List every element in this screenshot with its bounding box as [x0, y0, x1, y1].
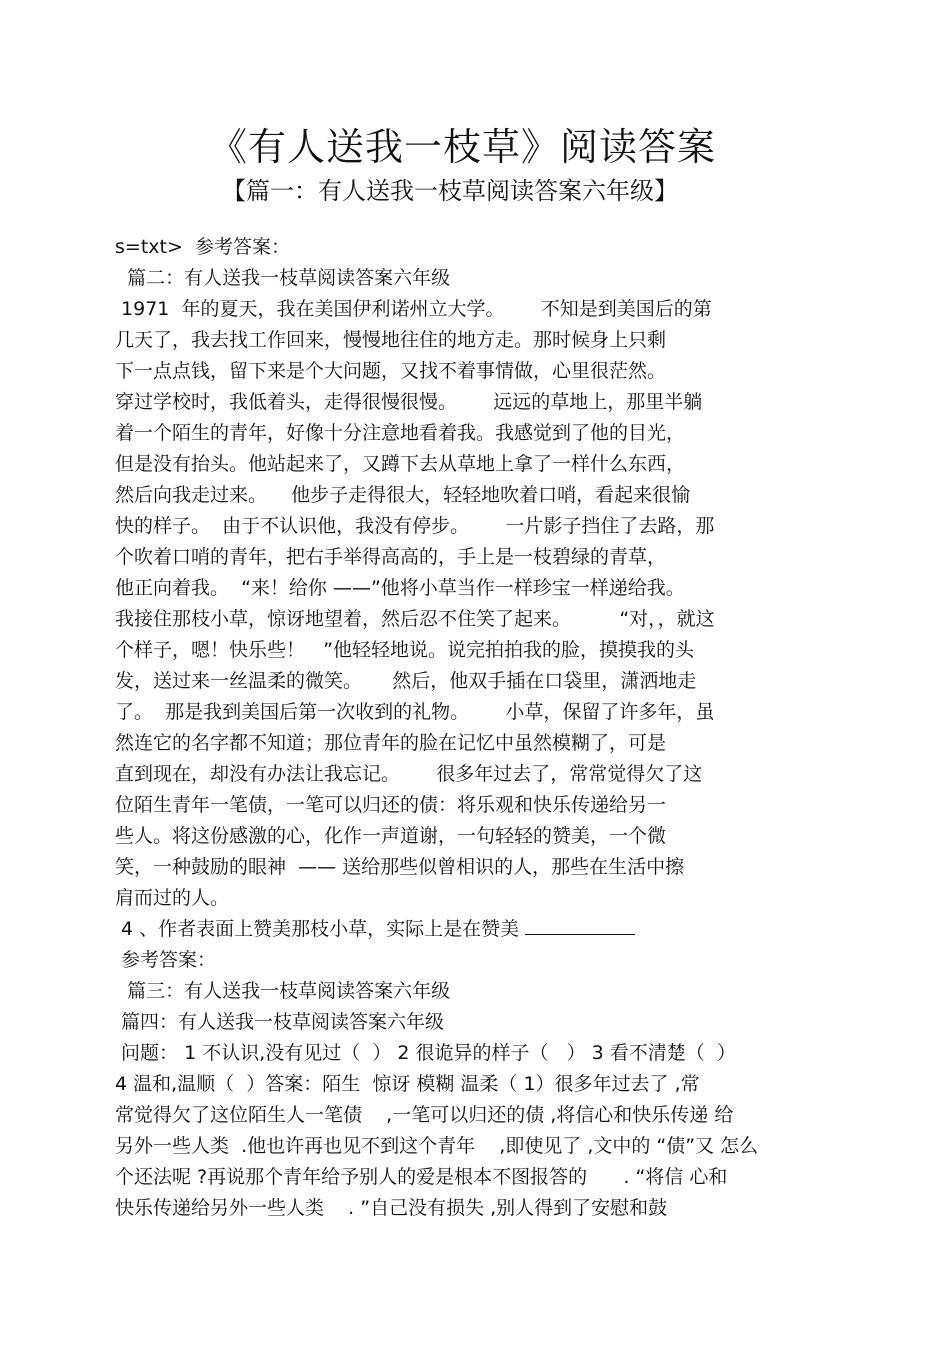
text-line [115, 883, 855, 914]
text-line-content: 快乐传递给另外一些人类 . ”自己没有损失 ,别人得到了安慰和鼓 [115, 1197, 668, 1219]
text-line-content: 个样子，嗯！快乐些！ ”他轻轻地说。说完拍拍我的脸，摸摸我的头 [115, 639, 694, 661]
text-line-content: 问题： 1 不认识,没有见过（ ） 2 很诡异的样子（ ） 3 看不清楚（ ） [115, 1042, 736, 1064]
text-line-content: 然连它的名字都不知道；那位青年的脸在记忆中虽然模糊了，可是 [115, 732, 667, 754]
text-line [115, 821, 855, 852]
text-line [115, 263, 855, 294]
text-line-content: 个吹着口哨的青年，把右手举得高高的，手上是一枝碧绿的青草， [115, 546, 667, 568]
text-line-content: 篇三：有人送我一枝草阅读答案六年级 [115, 980, 451, 1002]
text-line-content: 常觉得欠了这位陌生人一笔债 ,一笔可以归还的债 ,将信心和快乐传递 给 [115, 1104, 734, 1126]
text-line-content: 些人。将这份感激的心，化作一声道谢，一句轻轻的赞美，一个微 [115, 825, 667, 847]
text-line-content: 下一点点钱，留下来是个大问题，又找不着事情做，心里很茫然。 [115, 360, 667, 382]
text-line-content: 了。 那是我到美国后第一次收到的礼物。 小草，保留了许多年，虽 [115, 701, 715, 723]
text-line [115, 976, 855, 1007]
text-line [115, 480, 855, 511]
text-line [115, 232, 855, 263]
text-line [115, 511, 855, 542]
text-line-content: 穿过学校时，我低着头，走得很慢很慢。 远远的草地上，那里半躺 [115, 391, 703, 413]
answer-blank [525, 914, 635, 935]
text-line [115, 1162, 855, 1193]
text-line-content: 个还法呢 ?再说那个青年给予别人的爱是根本不图报答的 . “将信 心和 [115, 1166, 728, 1188]
text-line [115, 294, 855, 325]
text-line [115, 666, 855, 697]
text-line-content: 1971 年的夏天，我在美国伊利诺州立大学。 不知是到美国后的第 [115, 298, 712, 320]
text-line [115, 1038, 855, 1069]
text-line [115, 325, 855, 356]
text-line [115, 1193, 855, 1224]
text-line [115, 573, 855, 604]
text-line [115, 418, 855, 449]
text-line [115, 728, 855, 759]
text-line [115, 356, 855, 387]
document-subtitle: 【篇一：有人送我一枝草阅读答案六年级】 [222, 177, 678, 205]
text-line [115, 1069, 855, 1100]
text-line [115, 697, 855, 728]
text-line [115, 945, 855, 976]
text-line-content: 位陌生青年一笔债，一笔可以归还的债：将乐观和快乐传递给另一 [115, 794, 667, 816]
text-line-content: 但是没有抬头。他站起来了，又蹲下去从草地上拿了一样什么东西， [115, 453, 686, 475]
text-line-content: 着一个陌生的青年，好像十分注意地看着我。我感觉到了他的目光， [115, 422, 686, 444]
text-line [115, 1100, 855, 1131]
text-line [115, 759, 855, 790]
text-line-content: 另外一些人类 .他也许再也见不到这个青年 ,即使见了 ,文中的 “债”又 怎么 [115, 1135, 759, 1157]
text-line-content: 篇四：有人送我一枝草阅读答案六年级 [115, 1011, 445, 1033]
text-line-content: s=txt> 参考答案： [115, 236, 290, 258]
text-line-content: 然后向我走过来。 他步子走得很大，轻轻地吹着口哨，看起来很愉 [115, 484, 691, 506]
text-line [115, 790, 855, 821]
text-line [115, 387, 855, 418]
text-line-content: 直到现在，却没有办法让我忘记。 很多年过去了，常常觉得欠了这 [115, 763, 703, 785]
text-line-content: 我接住那枝小草，惊讶地望着，然后忍不住笑了起来。 “对，，就这 [115, 608, 715, 630]
text-line-content: 笑，一种鼓励的眼神 —— 送给那些似曾相识的人，那些在生活中擦 [115, 856, 685, 878]
text-line [115, 1131, 855, 1162]
text-line-content: 参考答案： [115, 949, 217, 971]
text-line [115, 542, 855, 573]
text-line-content: 发，送过来一丝温柔的微笑。 然后，他双手插在口袋里，潇洒地走 [115, 670, 697, 692]
text-line-content: 4 温和,温顺（ ）答案：陌生 惊讶 模糊 温柔（ 1）很多年过去了 ,常 [115, 1073, 700, 1095]
text-line-content: 几天了，我去找工作回来，慢慢地往住的地方走。那时候身上只剩 [115, 329, 667, 351]
document-body [115, 232, 855, 1224]
text-line-content: 4 、作者表面上赞美那枝小草，实际上是在赞美 [115, 918, 520, 940]
document-title: 《有人送我一枝草》阅读答案 [208, 125, 716, 169]
text-line-content: 篇二：有人送我一枝草阅读答案六年级 [115, 267, 451, 289]
text-line-content: 快的样子。 由于不认识他，我没有停步。 一片影子挡住了去路，那 [115, 515, 715, 537]
text-line [115, 635, 855, 666]
text-line [115, 1007, 855, 1038]
text-line [115, 604, 855, 635]
text-line [115, 852, 855, 883]
text-line [115, 449, 855, 480]
text-line-content: 肩而过的人。 [115, 887, 230, 909]
text-line-content: 他正向着我。 “来！给你 ——”他将小草当作一样珍宝一样递给我。 [115, 577, 685, 599]
text-line [115, 914, 855, 945]
